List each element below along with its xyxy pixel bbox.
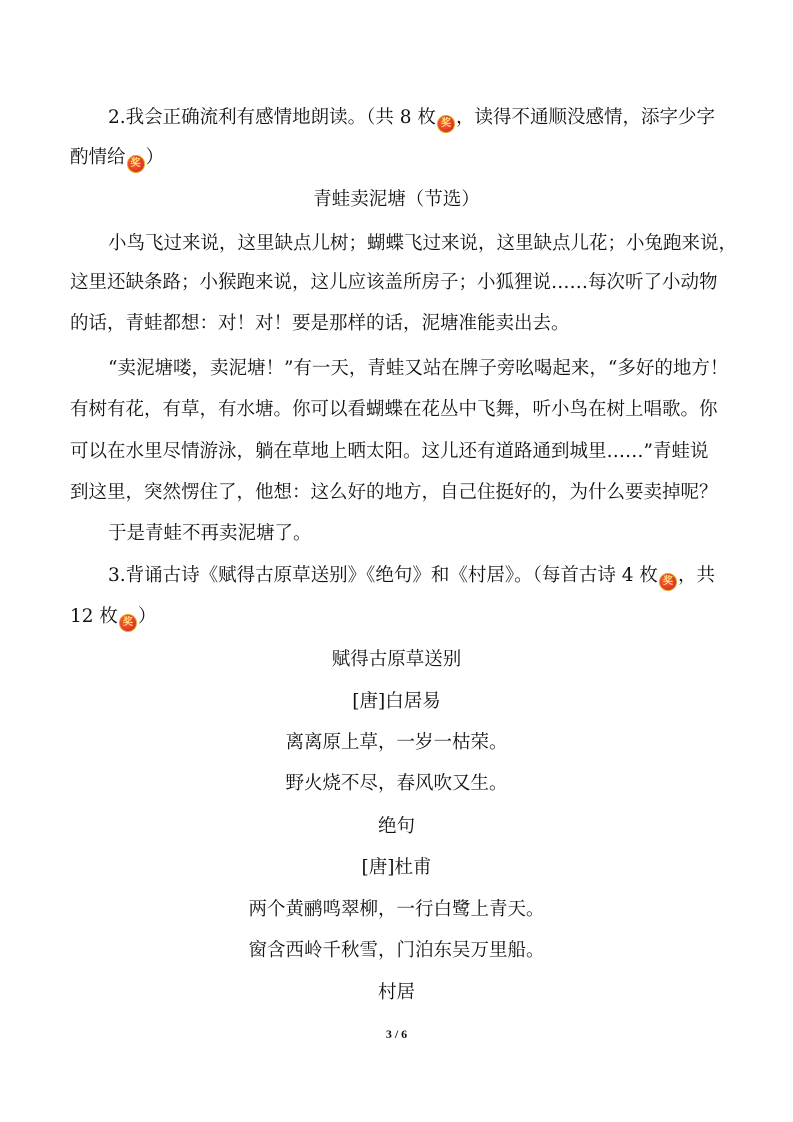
reward-badge-icon: 奖 — [127, 155, 145, 173]
reward-badge-icon: 奖 — [119, 614, 137, 632]
passage-line: 这里还缺条路；小猴跑来说，这儿应该盖所房子；小狐狸说……每次听了小动物 — [70, 272, 718, 293]
task2-line-2: 酌情给 奖 ） — [70, 145, 730, 173]
poem-line: 离离原上草，一岁一枯荣。 — [285, 732, 508, 753]
reward-badge-icon: 奖 — [659, 573, 677, 591]
poem-author: [唐]杜甫 — [361, 857, 432, 878]
passage-line: 可以在水里尽情游泳，躺在草地上晒太阳。这儿还有道路通到城里……”青蛙说 — [70, 441, 709, 462]
poem-title: 村居 — [377, 982, 415, 1003]
poem-line: 窗含西岭千秋雪，门泊东吴万里船。 — [248, 940, 545, 961]
poem-title: 赋得古原草送别 — [331, 649, 462, 670]
task3-line-1: 3.背诵古诗《赋得古原草送别》《绝句》和《村居》。（每首古诗 4 枚 奖 ，共 — [108, 563, 768, 591]
task2-line-1: 2.我会正确流利有感情地朗读。（共 8 枚 奖 ，读得不通顺没感情，添字少字 — [108, 105, 768, 133]
passage-line: 于是青蛙不再卖泥塘了。 — [108, 523, 312, 544]
page-number: 3 / 6 — [385, 1027, 408, 1041]
task3-line-2: 12 枚 奖 ） — [70, 604, 730, 632]
poem-line: 野火烧不尽，春风吹又生。 — [285, 773, 508, 794]
reward-badge-icon: 奖 — [437, 115, 455, 133]
passage-line: “卖泥塘喽，卖泥塘！”有一天，青蛙又站在牌子旁吆喝起来，“多好的地方！ — [108, 358, 729, 379]
passage-line: 到这里，突然愣住了，他想：这么好的地方，自己住挺好的，为什么要卖掉呢？ — [70, 482, 718, 503]
poem-title: 绝句 — [377, 816, 415, 837]
passage-line: 的话，青蛙都想：对！对！要是那样的话，泥塘准能卖出去。 — [70, 313, 570, 334]
passage-line: 小鸟飞过来说，这里缺点儿树；蝴蝶飞过来说，这里缺点儿花；小兔跑来说， — [108, 233, 738, 254]
passage-title: 青蛙卖泥塘（节选） — [313, 189, 480, 210]
poem-author: [唐]白居易 — [352, 691, 441, 712]
poem-line: 两个黄鹂鸣翠柳，一行白鹭上青天。 — [248, 899, 545, 920]
passage-line: 有树有花，有草，有水塘。你可以看蝴蝶在花丛中飞舞，听小鸟在树上唱歌。你 — [70, 399, 718, 420]
